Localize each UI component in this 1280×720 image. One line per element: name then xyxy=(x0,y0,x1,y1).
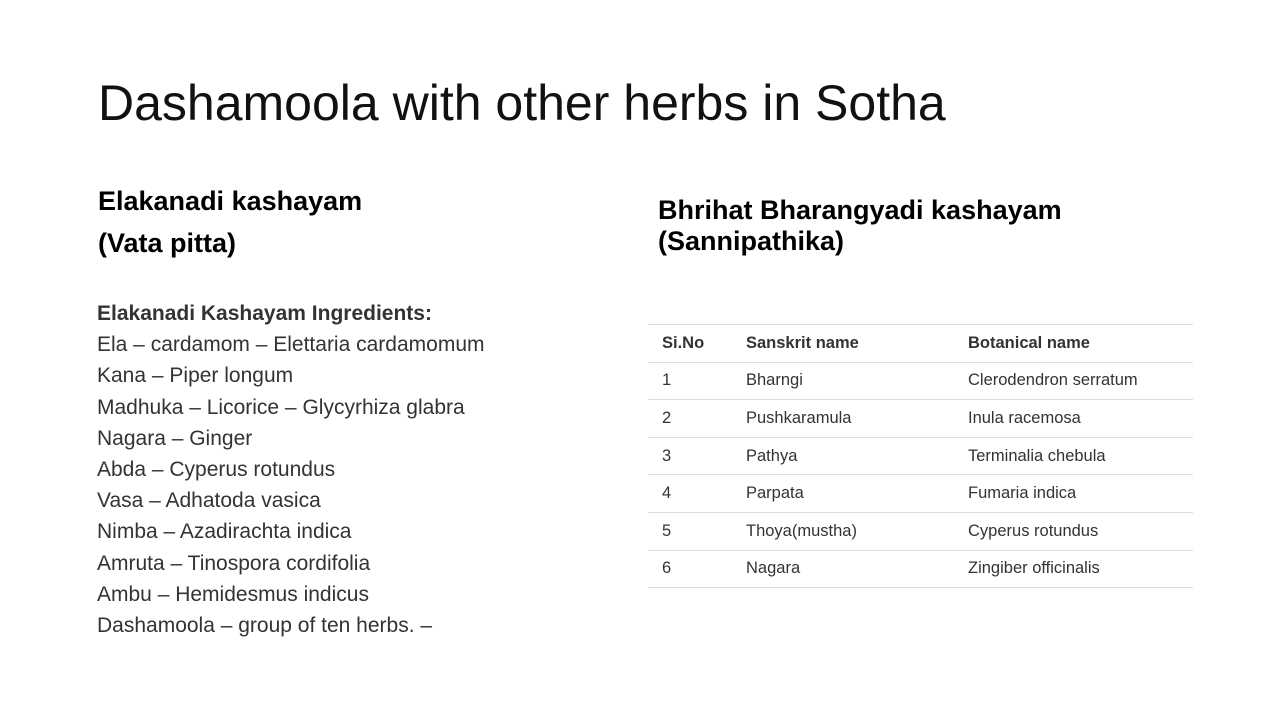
herbs-table xyxy=(648,324,1193,588)
ingredients-title: Elakanadi Kashayam Ingredients: xyxy=(97,302,432,325)
right-heading xyxy=(658,195,1062,257)
table-row xyxy=(648,550,1193,588)
header-botanical-name: Botanical name xyxy=(954,325,1193,363)
cell-sino: 3 xyxy=(648,437,732,475)
cell-botanical-name: Zingiber officinalis xyxy=(954,550,1193,588)
cell-sino: 6 xyxy=(648,550,732,588)
cell-sanskrit-name: Bharngi xyxy=(732,362,954,400)
ingredient-item: Nagara – Ginger xyxy=(97,426,253,450)
table-row xyxy=(648,512,1193,550)
ingredient-item: Abda – Cyperus rotundus xyxy=(97,458,336,482)
cell-botanical-name: Terminalia chebula xyxy=(954,437,1193,475)
table-header-row xyxy=(648,325,1193,363)
ingredient-item: Ela – cardamom – Elettaria cardamomum xyxy=(97,333,485,357)
table-row xyxy=(648,400,1193,438)
ingredient-item: Dashamoola – group of ten herbs. – xyxy=(97,614,433,638)
cell-sanskrit-name: Pathya xyxy=(732,437,954,475)
cell-botanical-name: Clerodendron serratum xyxy=(954,362,1193,400)
ingredient-item: Kana – Piper longum xyxy=(97,364,294,388)
ingredient-item: Madhuka – Licorice – Glycyrhiza glabra xyxy=(97,395,465,419)
cell-sanskrit-name: Parpata xyxy=(732,475,954,513)
cell-sanskrit-name: Pushkaramula xyxy=(732,400,954,438)
cell-sino: 2 xyxy=(648,400,732,438)
right-heading-line2: (Sannipathika) xyxy=(658,226,845,256)
ingredients-list xyxy=(97,298,485,641)
ingredient-item: Ambu – Hemidesmus indicus xyxy=(97,582,369,606)
table-row xyxy=(648,362,1193,400)
ingredient-item: Amruta – Tinospora cordifolia xyxy=(97,551,371,575)
ingredient-item: Nimba – Azadirachta indica xyxy=(97,520,352,544)
cell-sino: 5 xyxy=(648,512,732,550)
cell-botanical-name: Fumaria indica xyxy=(954,475,1193,513)
left-heading xyxy=(98,180,362,264)
ingredient-item: Vasa – Adhatoda vasica xyxy=(97,489,321,513)
cell-botanical-name: Cyperus rotundus xyxy=(954,512,1193,550)
cell-sino: 1 xyxy=(648,362,732,400)
left-heading-line2: (Vata pitta) xyxy=(98,228,237,258)
cell-sanskrit-name: Thoya(mustha) xyxy=(732,512,954,550)
left-heading-line1: Elakanadi kashayam xyxy=(98,186,363,216)
table-row xyxy=(648,437,1193,475)
slide-title: Dashamoola with other herbs in Sotha xyxy=(98,75,946,131)
right-heading-line1: Bhrihat Bharangyadi kashayam xyxy=(658,195,1062,225)
cell-sanskrit-name: Nagara xyxy=(732,550,954,588)
header-sino: Si.No xyxy=(648,325,732,363)
cell-botanical-name: Inula racemosa xyxy=(954,400,1193,438)
header-sanskrit-name: Sanskrit name xyxy=(732,325,954,363)
cell-sino: 4 xyxy=(648,475,732,513)
table-row xyxy=(648,475,1193,513)
